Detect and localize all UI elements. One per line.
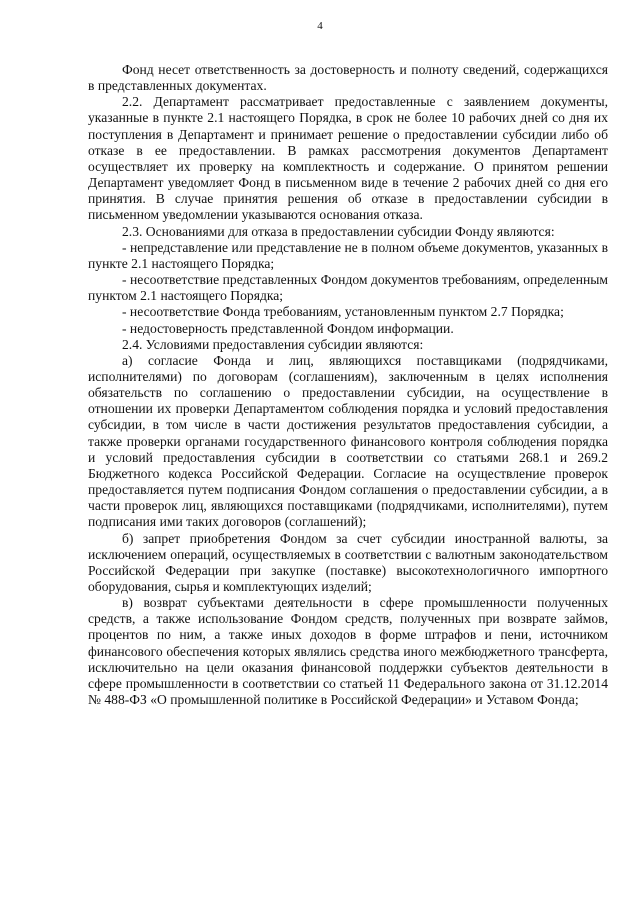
- paragraph-2-4: 2.4. Условиями предоставления субсидии являются:: [122, 336, 424, 352]
- paragraph-2-2: 2.2. Департамент рассматривает предоставленные с заявлением документы, указанные в пункте 2.1 настоящего Порядка, в срок не более 10 рабочих дней со дня их поступления в Департамент и принимает решение о предоставлении субсидии либо об отказе в ее предоставлении. В рамках рассмотрения документов Департамент осуществляет их проверку на комплектность и содержание. О принятом решении Департамент уведомляет Фонд в письменном виде в течение 2 рабочих дней со дня его принятия. В случае принятия решения об отказе в предоставлении субсидии в письменном уведомлении указываются основания отказа.: [88, 94, 608, 223]
- refusal-ground-1: - непредставление или представление не в полном объеме документов, указанных в пункте 2.1 настоящего Порядка;: [88, 239, 608, 271]
- page-number: 4: [317, 20, 323, 32]
- refusal-ground-3: - несоответствие Фонда требованиям, установленным пунктом 2.7 Порядка;: [122, 304, 564, 320]
- paragraph-2-3: 2.3. Основаниями для отказа в предоставлении субсидии Фонду являются:: [122, 223, 555, 239]
- refusal-ground-2: - несоответствие представленных Фондом документов требованиям, определенным пунктом 2.1 настоящего Порядка;: [88, 272, 608, 304]
- condition-a: а) согласие Фонда и лиц, являющихся поставщиками (подрядчиками, исполнителями) по договорам (соглашениям), заключенным в целях исполнения обязательств по соглашению о предоставлении субсидии, на осуществление в отношении их проверки Департаментом соблюдения порядка и условий предоставления субсидии, в том числе в части достижения результатов предоставления субсидии, а также проверки органами государственного финансового контроля соблюдения порядка и условий предоставления субсидии в соответствии со статьями 268.1 и 269.2 Бюджетного кодекса Российской Федерации. Согласие на осуществление проверок предоставляется путем подписания Фондом соглашения о предоставлении субсидии, а в части проверок лиц, являющихся поставщиками (подрядчиками, исполнителями), путем подписания ими таких договоров (соглашений);: [88, 352, 608, 530]
- refusal-ground-4: - недостоверность представленной Фондом информации.: [122, 320, 454, 336]
- condition-v: в) возврат субъектами деятельности в сфере промышленности полученных средств, а также использование Фондом средств, полученных при возврате займов, процентов по ним, а также иных доходов в форме штрафов и пени, источником финансового обеспечения которых являлись средства иного межбюджетного трансферта, исключительно на цели оказания финансовой поддержки субъектов деятельности в сфере промышленности в соответствии со статьей 11 Федерального закона от 31.12.2014 № 488-ФЗ «О промышленной политике в Российской Федерации» и Уставом Фонда;: [88, 595, 608, 708]
- paragraph-fund-responsibility: Фонд несет ответственность за достоверность и полноту сведений, содержащихся в представленных документах.: [88, 62, 608, 94]
- document-body: [88, 62, 608, 708]
- condition-b: б) запрет приобретения Фондом за счет субсидии иностранной валюты, за исключением операций, осуществляемых в соответствии с валютным законодательством Российской Федерации при закупке (поставке) высокотехнологичного импортного оборудования, сырья и комплектующих изделий;: [88, 530, 608, 594]
